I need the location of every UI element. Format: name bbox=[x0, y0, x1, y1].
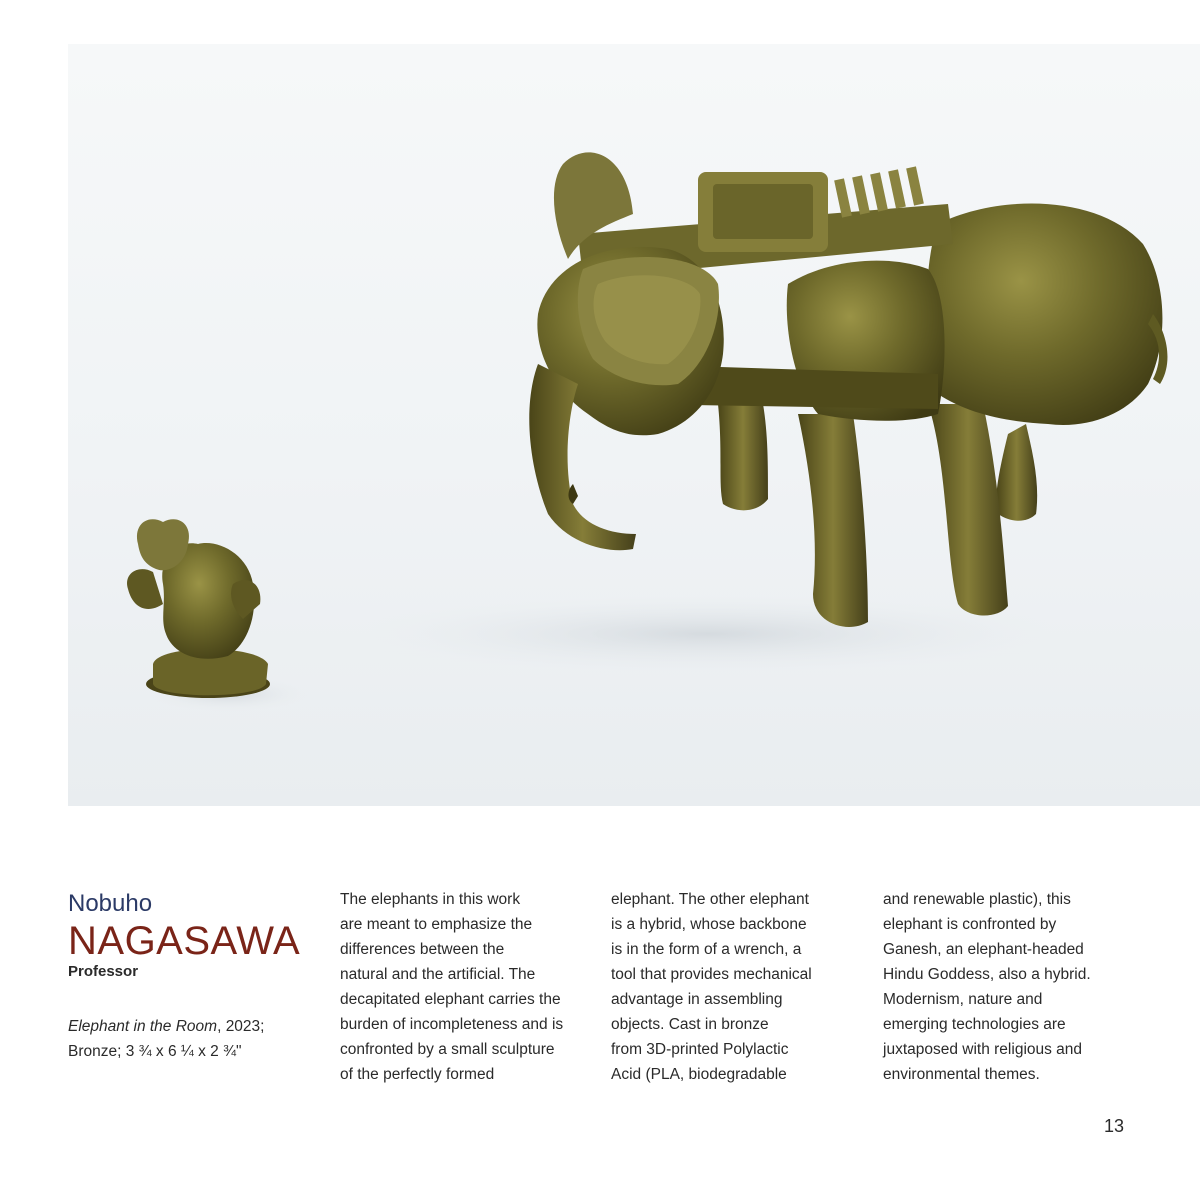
artist-role: Professor bbox=[68, 963, 139, 980]
artist-last-name: NAGASAWA bbox=[68, 919, 301, 963]
description-line: Acid (PLA, biodegradable bbox=[611, 1066, 787, 1083]
description-line: are meant to emphasize the bbox=[340, 916, 533, 933]
description-line: burden of incompleteness and is bbox=[340, 1016, 564, 1033]
description-line: and renewable plastic), this bbox=[883, 891, 1071, 908]
artwork-title: Elephant in the Room bbox=[68, 1018, 218, 1035]
description-line: objects. Cast in bronze bbox=[611, 1016, 769, 1033]
description-line: differences between the bbox=[340, 941, 505, 958]
hybrid-elephant-sculpture bbox=[529, 152, 1167, 627]
description-line: tool that provides mechanical bbox=[611, 966, 812, 983]
description-line: Modernism, nature and bbox=[883, 991, 1043, 1008]
description-line: The elephants in this work bbox=[340, 891, 521, 908]
description-column-3 bbox=[883, 887, 1141, 1087]
description-line: of the perfectly formed bbox=[340, 1066, 495, 1083]
artwork-medium-dimensions: Bronze; 3 ¾ x 6 ¼ x 2 ¾" bbox=[68, 1043, 242, 1060]
artist-block bbox=[68, 890, 318, 1064]
page-number: 13 bbox=[1104, 1116, 1125, 1136]
description-line: Ganesh, an elephant-headed bbox=[883, 941, 1084, 958]
artwork-credit bbox=[68, 1014, 318, 1064]
artwork-photo bbox=[68, 44, 1200, 806]
description-line: from 3D-printed Polylactic bbox=[611, 1041, 789, 1058]
description-line: environmental themes. bbox=[883, 1066, 1040, 1083]
artwork-year: , 2023; bbox=[217, 1018, 265, 1035]
description-line: is in the form of a wrench, a bbox=[611, 941, 802, 958]
description-column-2 bbox=[611, 887, 869, 1087]
description-line: is a hybrid, whose backbone bbox=[611, 916, 807, 933]
description-line: elephant. The other elephant bbox=[611, 891, 809, 908]
description-column-1 bbox=[340, 887, 598, 1087]
description-line: emerging technologies are bbox=[883, 1016, 1066, 1033]
artist-first-name: Nobuho bbox=[68, 890, 153, 917]
description-line: elephant is confronted by bbox=[883, 916, 1057, 933]
description-line: decapitated elephant carries the bbox=[340, 991, 561, 1008]
description-line: natural and the artificial. The bbox=[340, 966, 536, 983]
artwork-title-line bbox=[68, 1014, 318, 1039]
description-line: confronted by a small sculpture bbox=[340, 1041, 555, 1058]
ganesh-sculpture bbox=[127, 519, 270, 698]
description-line: juxtaposed with religious and bbox=[883, 1041, 1083, 1058]
description-line: Hindu Goddess, also a hybrid. bbox=[883, 966, 1091, 983]
description-line: advantage in assembling bbox=[611, 991, 783, 1008]
